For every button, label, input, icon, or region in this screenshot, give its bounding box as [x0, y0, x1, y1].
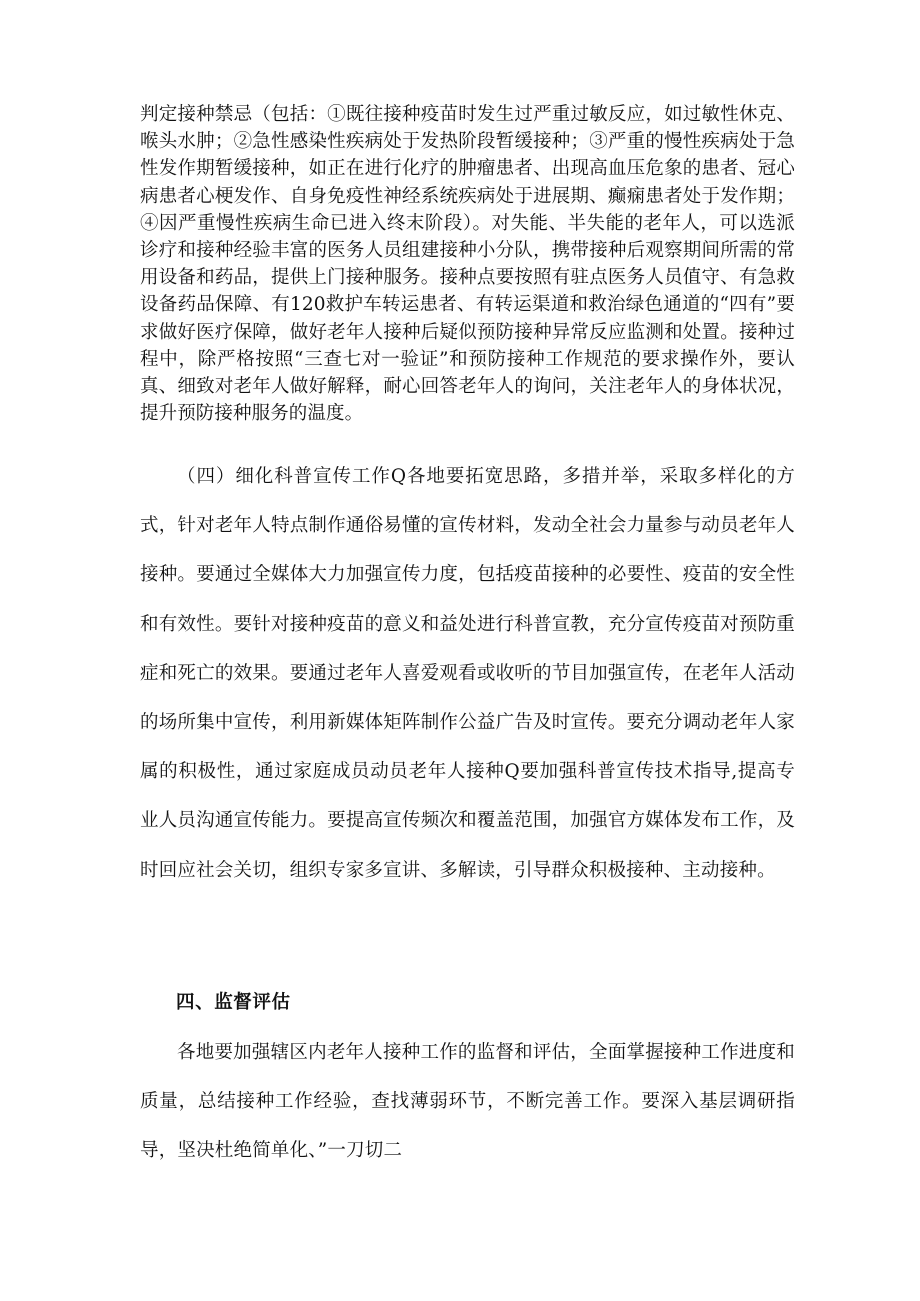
paragraph-science-publicity: （四）细化科普宣传工作Q各地要拓宽思路，多措并举，采取多样化的方式，针对老年人特点制作通俗易懂的宣传材料，发动全社会力量参与动员老年人接种。要通过全媒体大力加强宣传力度，包括疫苗接种的必要性、疫苗的安全性和有效性。要针对接种疫苗的意义和益处进行科普宣教，充分宣传疫苗对预防重症和死亡的效果。要通过老年人喜爱观看或收听的节目加强宣传，在老年人活动的场所集中宣传，利用新媒体矩阵制作公益广告及时宣传。要充分调动老年人家属的积极性，通过家庭成员动员老年人接种Q要加强科普宣传技术指导,提高专业人员沟通宣传能力。要提高宣传频次和覆盖范围，加强官方媒体发布工作，及时回应社会关切，组织专家多宣讲、多解读，引导群众积极接种、主动接种。: [140, 466, 795, 881]
paragraph-supervision-evaluation: 各地要加强辖区内老年人接种工作的监督和评估，全面掌握接种工作进度和质量，总结接种工作经验，查找薄弱环节，不断完善工作。要深入基层调研指导，坚决杜绝简单化、”一刀切二: [140, 1042, 795, 1161]
paragraph-vaccination-contraindications: 判定接种禁忌（包括：①既往接种疫苗时发生过严重过敏反应，如过敏性休克、喉头水肿；②急性感染性疾病处于发热阶段暂缓接种；③严重的慢性疾病处于急性发作期暂缓接种，如正在进行化疗的肿瘤患者、出现高血压危象的患者、冠心病患者心梗发作、自身免疫性神经系统疾病处于进展期、癫痫患者处于发作期；④因严重慢性疾病生命已进入终末阶段）。对失能、半失能的老年人，可以选派诊疗和接种经验丰富的医务人员组建接种小分队，携带接种后观察期间所需的常用设备和药品，提供上门接种服务。接种点要按照有驻点医务人员值守、有急救设备药品保障、有120救护车转运患者、有转运渠道和救治绿色通道的“四有”要求做好医疗保障，做好老年人接种后疑似预防接种异常反应监测和处置。接种过程中，除严格按照“三查七对一验证”和预防接种工作规范的要求操作外，要认真、细致对老年人做好解释，耐心回答老年人的询问，关注老年人的身体状况，提升预防接种服务的温度。: [140, 104, 795, 425]
section-heading-supervision: 四、监督评估: [176, 992, 291, 1013]
